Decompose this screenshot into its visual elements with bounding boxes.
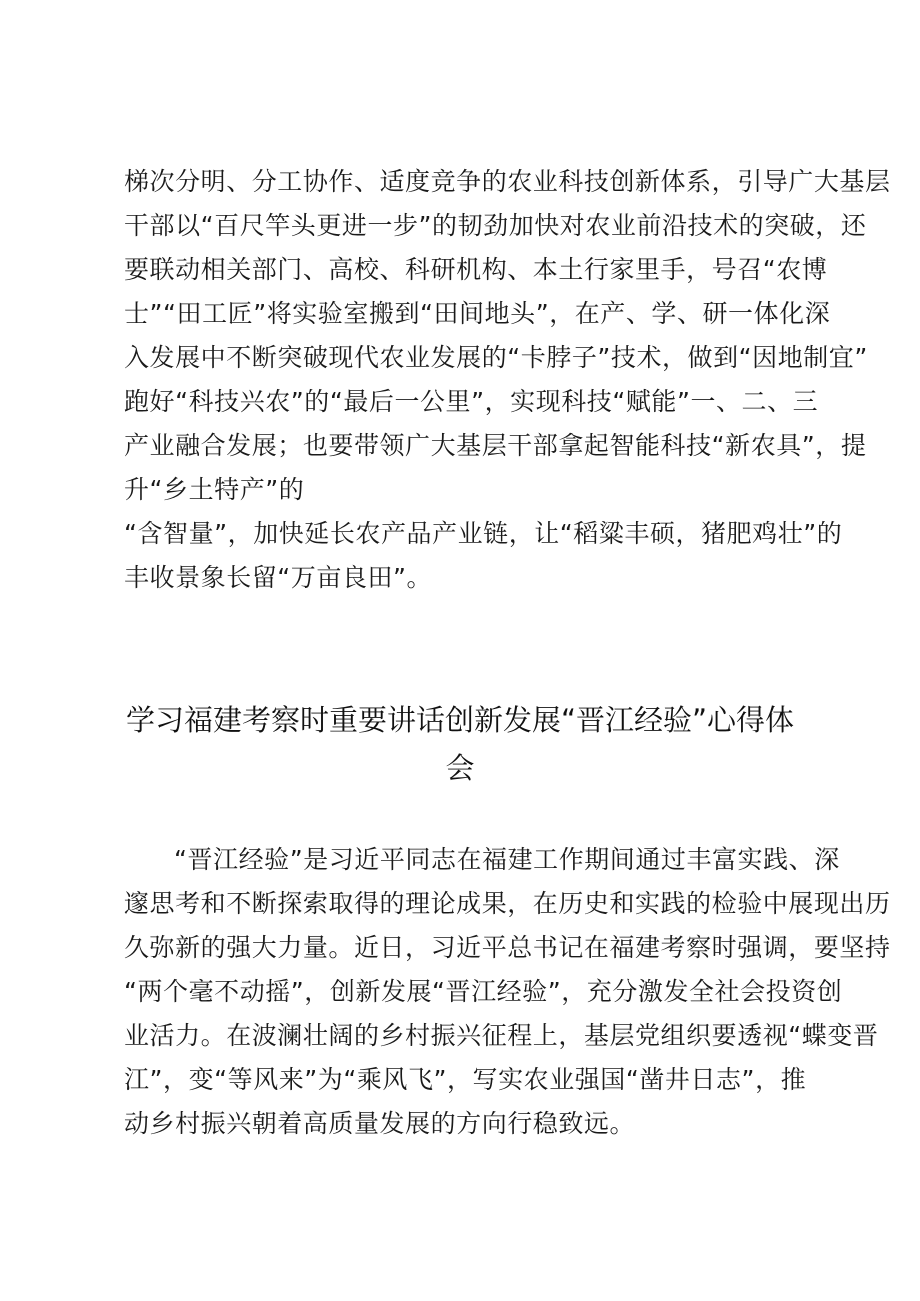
paragraph-line: 入发展中不断突破现代农业发展的“卡脖子”技术，做到“因地制宜”	[124, 343, 868, 372]
paragraph-line: 梯次分明、分工协作、适度竞争的农业科技创新体系，引导广大基层	[124, 167, 891, 196]
paragraph-line: 升“乡土特产”的	[124, 475, 305, 504]
paragraph-line: 跑好“科技兴农”的“最后一公里”，实现科技“赋能”一、二、三	[124, 387, 819, 416]
paragraph-line: 动乡村振兴朝着高质量发展的方向行稳致远。	[124, 1109, 636, 1138]
paragraph-line: “含智量”，加快延长农产品产业链，让“稻粱丰硕，猪肥鸡壮”的	[124, 519, 843, 548]
paragraph-line: 久弥新的强大力量。近日，习近平总书记在福建考察时强调，要坚持	[124, 933, 891, 962]
paragraph-line: 业活力。在波澜壮阔的乡村振兴征程上，基层党组织要透视“蝶变晋	[124, 1021, 879, 1050]
article-title-line-2: 会	[445, 751, 475, 785]
paragraph-line: 江”，变“等风来”为“乘风飞”，写实农业强国“凿井日志”，推	[124, 1065, 807, 1094]
paragraph-line: “晋江经验”是习近平同志在福建工作期间通过丰富实践、深	[174, 845, 840, 874]
paragraph-line: 邃思考和不断探索取得的理论成果，在历史和实践的检验中展现出历	[124, 889, 891, 918]
paragraph-line: “两个毫不动摇”，创新发展“晋江经验”，充分激发全社会投资创	[124, 977, 843, 1006]
paragraph-line: 要联动相关部门、高校、科研机构、本土行家里手，号召“农博	[124, 255, 828, 284]
paragraph-line: 士”“田工匠”将实验室搬到“田间地头”，在产、学、研一体化深	[124, 299, 831, 328]
paragraph-line: 丰收景象长留“万亩良田”。	[124, 563, 433, 592]
paragraph-line: 产业融合发展；也要带领广大基层干部拿起智能科技“新农具”，提	[124, 431, 867, 460]
article-title-line-1: 学习福建考察时重要讲话创新发展“晋江经验”心得体	[125, 703, 795, 737]
paragraph-line: 干部以“百尺竿头更进一步”的韧劲加快对农业前沿技术的突破，还	[124, 211, 867, 240]
